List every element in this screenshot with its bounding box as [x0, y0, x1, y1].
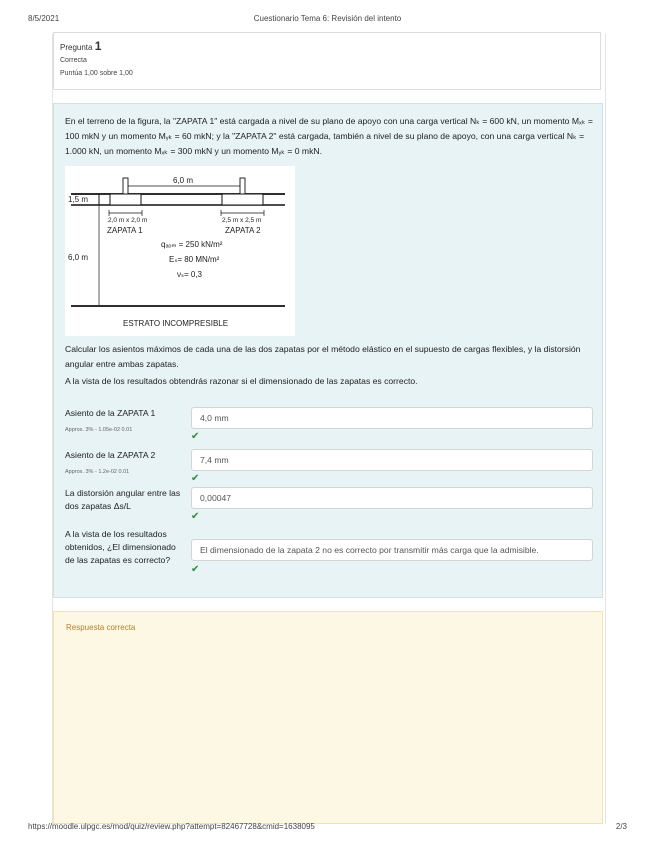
settlement-1-input[interactable]: 4,0 mm	[191, 407, 593, 429]
subquestion-label: Asiento de la ZAPATA 2	[65, 450, 156, 460]
dimensioning-select[interactable]: El dimensionado de la zapata 2 no es correcto por transmitir más carga que la admisible.	[191, 539, 593, 561]
footing-2-name: ZAPATA 2	[225, 226, 261, 235]
footing-2	[222, 194, 263, 205]
subquestion-distortion	[65, 487, 593, 527]
question-number-value: 1	[94, 39, 102, 53]
subquestion-settlement-1	[65, 407, 593, 447]
calc-instruction: Calcular los asientos máximos de cada una de las dos zapatas por el método elástico en el supuesto de cargas flexibles, y la distorsión angular entre ambas zapatas.	[65, 344, 581, 369]
allowable-pressure: qₐₒₘ = 250 kN/m²	[161, 240, 223, 249]
footing-1-dim-label: 2,0 m x 2,0 m	[108, 217, 148, 224]
page-url[interactable]: https://moodle.ulpgc.es/mod/quiz/review.php?attempt=82467728&cmid=1638095	[28, 822, 315, 831]
subquestion-hint: Approx. 3% - 1.05e-02 0.01	[65, 427, 133, 433]
print-footer	[0, 822, 655, 834]
question-text: En el terreno de la figura, la "ZAPATA 1" está cargada a nivel de su plano de apoyo con una carga vertical Nₖ = 600 kN, un momento Mₓₖ = 100 mkN y un momento Mᵧₖ = 60 mkN; y la "ZAPATA 2" está cargada, también a nivel de su plano de apoyo, con una carga vertical Nₖ = 1.000 kN, un momento Mₓₖ = 300 mkN y un momento Mᵧₖ = 0 mkN.	[65, 116, 593, 156]
poisson-ratio: νₛ= 0,3	[177, 270, 202, 279]
footing-diagram	[65, 166, 295, 336]
question-state: Correcta	[60, 57, 87, 64]
page-number: 2/3	[615, 822, 627, 831]
correct-check-icon: ✔	[191, 511, 200, 522]
subquestion-label: A la vista de los resultados obtenidos, ¿El dimensionado de las zapatas es correcto?	[65, 529, 176, 565]
question-formulation	[62, 110, 594, 588]
subquestion-hint: Approx. 3% - 1.2e-02 0.01	[65, 469, 130, 475]
reasoning-instruction: A la vista de los resultados obtendrás razonar si el dimensionado de las zapatas es correcto.	[65, 376, 418, 386]
print-title: Cuestionario Tema 6: Revisión del intento	[253, 14, 402, 23]
span-label: 6,0 m	[173, 176, 194, 185]
feedback-box	[53, 611, 603, 824]
correct-check-icon: ✔	[191, 564, 200, 575]
print-header	[0, 14, 655, 26]
soil-figure	[65, 166, 295, 336]
depth-top-label: 1,5 m	[68, 195, 89, 204]
question-grade: Puntúa 1,00 sobre 1,00	[60, 70, 133, 77]
page-frame-right	[605, 34, 606, 824]
question-info-box	[53, 32, 601, 90]
question-number	[60, 39, 594, 53]
elastic-modulus: Eₛ= 80 MN/m²	[169, 255, 220, 264]
column-1	[123, 178, 128, 194]
question-content	[53, 103, 603, 598]
subquestion-label: La distorsión angular entre las dos zapatas Δs/L	[65, 488, 181, 511]
subquestion-label: Asiento de la ZAPATA 1	[65, 408, 156, 418]
print-date: 8/5/2021	[28, 14, 60, 23]
question-label: Pregunta	[60, 43, 93, 52]
footing-2-dim-label: 2,5 m x 2,5 m	[222, 217, 262, 224]
column-2	[240, 178, 245, 194]
settlement-2-input[interactable]: 7,4 mm	[191, 449, 593, 471]
footing-1	[110, 194, 141, 205]
correct-check-icon: ✔	[191, 431, 200, 442]
subquestion-dimensioning	[65, 528, 593, 574]
subquestion-settlement-2	[65, 449, 593, 489]
footing-1-name: ZAPATA 1	[107, 226, 143, 235]
depth-layer-label: 6,0 m	[68, 253, 89, 262]
distortion-input[interactable]: 0,00047	[191, 487, 593, 509]
stratum-label: ESTRATO INCOMPRESIBLE	[123, 319, 229, 328]
correct-check-icon: ✔	[191, 473, 200, 484]
correct-answer-label: Respuesta correcta	[66, 623, 136, 632]
